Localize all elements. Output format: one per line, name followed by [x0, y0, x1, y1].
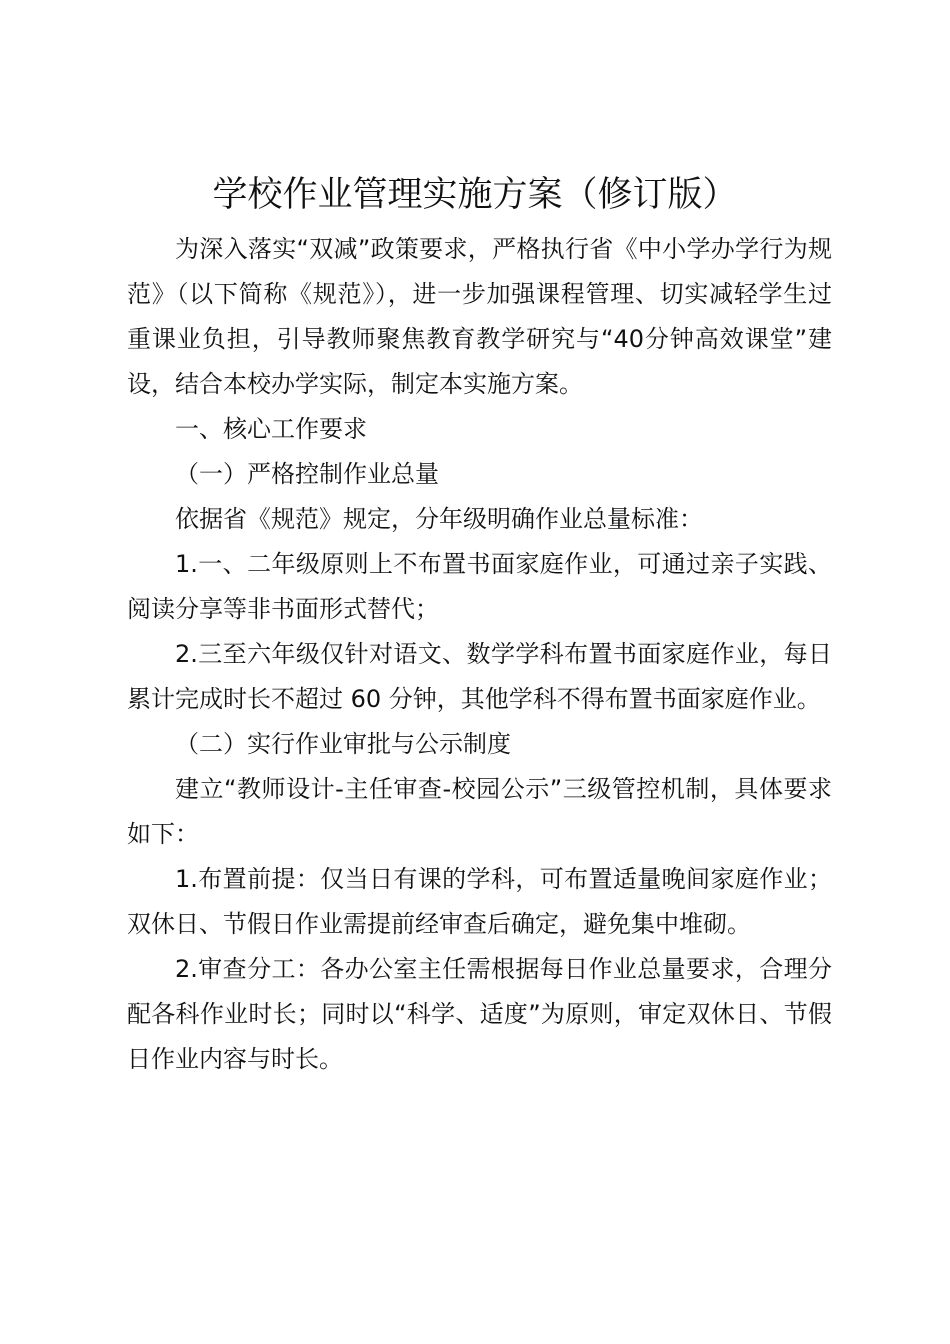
workload-standard-intro: 依据省《规范》规定，分年级明确作业总量标准：: [175, 505, 703, 533]
intro-paragraph: 为深入落实“双减”政策要求，严格执行省《中小学办学行为规范》（以下简称《规范》），进一步加强课程管理、切实减轻学生过重课业负担，引导教师聚焦教育教学研究与“40分钟高效课堂”建设，结合本校办学实际，制定本实施方案。: [127, 235, 832, 398]
document-body: [127, 227, 832, 1082]
subsection-heading-total-workload: （一）严格控制作业总量: [175, 460, 439, 488]
section-heading-core-requirements: 一、核心工作要求: [175, 415, 367, 443]
document-title: 学校作业管理实施方案（修订版）: [212, 175, 738, 215]
workload-item-2: 2.三至六年级仅针对语文、数学学科布置书面家庭作业，每日累计完成时长不超过 60 分钟，其他学科不得布置书面家庭作业。: [127, 640, 832, 713]
approval-item-2: 2.审查分工：各办公室主任需根据每日作业总量要求，合理分配各科作业时长；同时以“科学、适度”为原则，审定双休日、节假日作业内容与时长。: [127, 955, 832, 1073]
workload-item-1: 1.一、二年级原则上不布置书面家庭作业，可通过亲子实践、阅读分享等非书面形式替代；: [127, 550, 832, 623]
approval-mechanism-intro: 建立“教师设计-主任审查-校园公示”三级管控机制，具体要求如下：: [127, 775, 832, 848]
approval-item-1: 1.布置前提：仅当日有课的学科，可布置适量晚间家庭作业；双休日、节假日作业需提前经审查后确定，避免集中堆砌。: [127, 865, 832, 938]
subsection-heading-approval-system: （二）实行作业审批与公示制度: [175, 730, 511, 758]
